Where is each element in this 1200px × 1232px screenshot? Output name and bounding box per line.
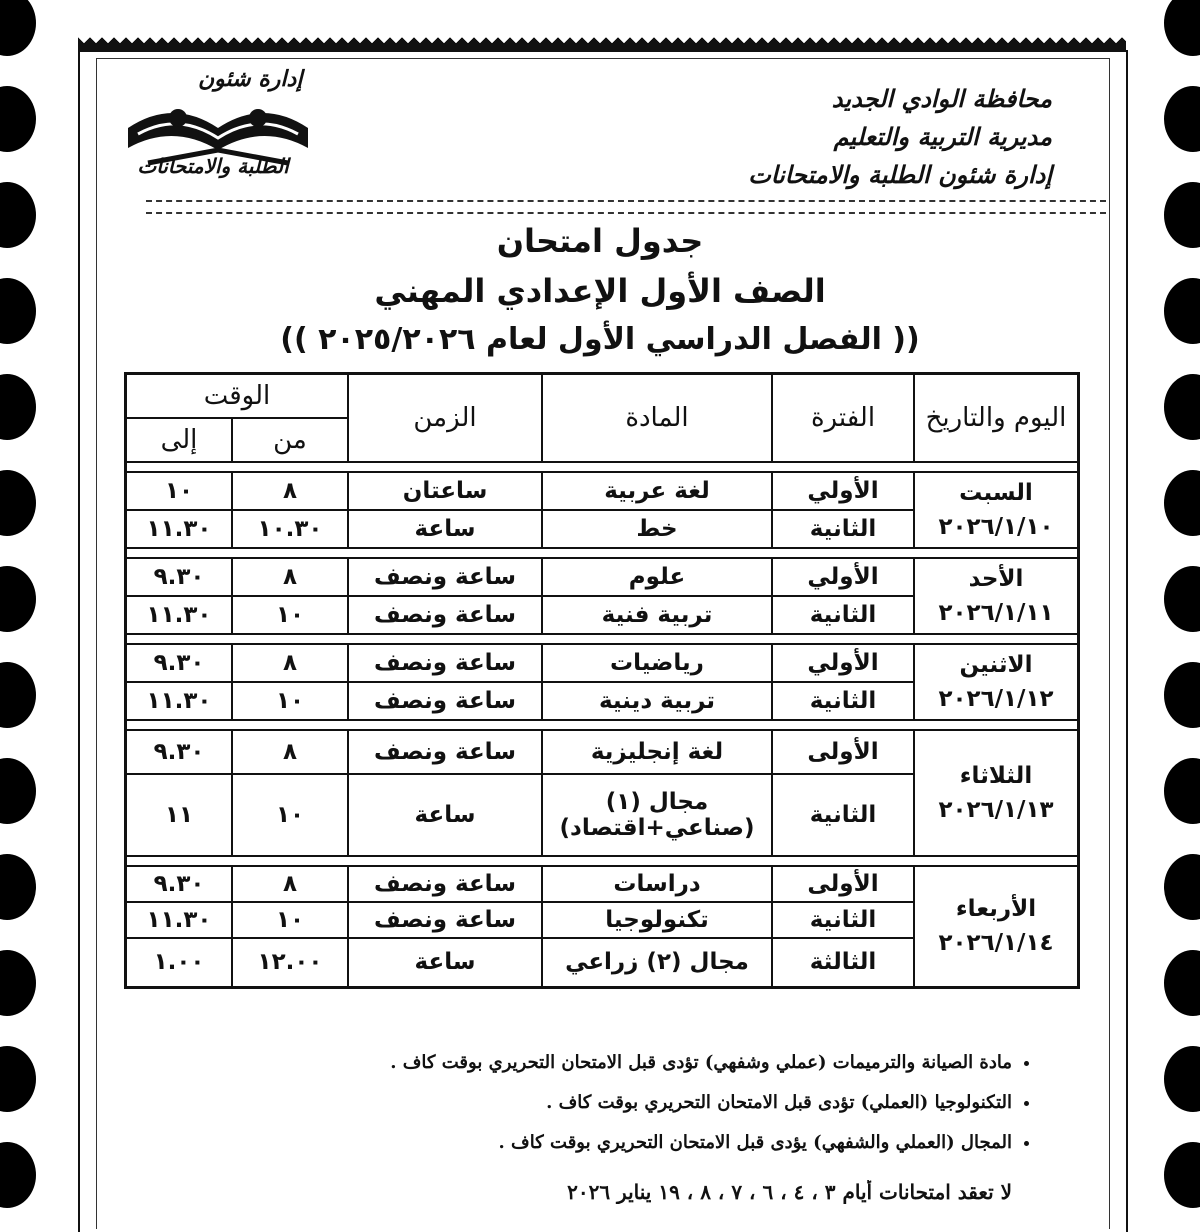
table-row [126,558,1079,596]
period-cell: الثانية [772,682,914,720]
border-circle [1164,374,1200,440]
to-cell: ١١.٣٠ [126,596,233,634]
duration-cell: ساعة [348,774,542,856]
border-circle [1164,854,1200,920]
day-date: ٢٠٢٦/١/١٤ [938,930,1054,957]
from-cell: ٨ [232,472,348,510]
doc-title: جدول امتحان [496,222,704,260]
day-name: السبت [959,479,1033,506]
border-circle [0,854,36,920]
duration-cell: ساعة ونصف [348,644,542,682]
day-name: الاثنين [959,651,1033,678]
table-row [126,730,1079,774]
header-from: من [232,418,348,462]
border-circle [0,1046,36,1112]
border-circle [0,0,36,56]
from-cell: ١٠ [232,682,348,720]
exam-schedule-table [124,372,1080,989]
to-cell: ١١.٣٠ [126,682,233,720]
border-circle [0,374,36,440]
border-circle [0,758,36,824]
day-cell [914,558,1079,634]
from-cell: ٨ [232,866,348,902]
from-cell: ٨ [232,644,348,682]
department-logo [118,66,318,186]
day-cell [914,472,1079,548]
day-name: الأحد [968,565,1024,592]
table-row [126,472,1079,510]
top-zigzag-border [78,36,1126,50]
table-row [126,644,1079,682]
duration-cell: ساعة [348,938,542,988]
note-item: • المجال (العملي والشفهي) يؤدى قبل الامتحان التحريري بوقت كاف . [140,1132,1012,1153]
subject-cell [542,774,772,856]
table-row [126,866,1079,902]
doc-term: (( الفصل الدراسي الأول لعام ٢٠٢٥/٢٠٢٦ )) [280,322,920,357]
border-circle [1164,0,1200,56]
border-circle [1164,470,1200,536]
period-cell: الأولى [772,730,914,774]
day-cell [914,644,1079,720]
border-circle [0,1142,36,1208]
border-circle [0,566,36,632]
border-circle [0,470,36,536]
duration-cell: ساعة ونصف [348,558,542,596]
duration-cell: ساعتان [348,472,542,510]
duration-cell: ساعة ونصف [348,682,542,720]
day-date: ٢٠٢٦/١/١١ [938,599,1054,626]
dashed-separator [146,200,1106,214]
subject-cell: دراسات [542,866,772,902]
duration-cell: ساعة ونصف [348,596,542,634]
border-circle [0,950,36,1016]
note-item: • التكنولوجيا (العملي) تؤدى قبل الامتحان التحريري بوقت كاف . [140,1092,1012,1113]
header-to: إلى [126,418,233,462]
header-time: الوقت [126,374,349,418]
note-item: • مادة الصيانة والترميمات (عملي وشفهي) تؤدى قبل الامتحان التحريري بوقت كاف . [140,1052,1012,1073]
logo-text-top: إدارة شئون [198,66,303,92]
day-date: ٢٠٢٦/١/١٢ [938,685,1054,712]
border-circle [1164,1046,1200,1112]
notes-block [140,1052,1040,1172]
to-cell: ٩.٣٠ [126,866,233,902]
border-circle [1164,86,1200,152]
subject-cell: علوم [542,558,772,596]
subject-cell: رياضيات [542,644,772,682]
day-name: الأربعاء [955,896,1037,923]
duration-cell: ساعة [348,510,542,548]
border-circle [1164,1142,1200,1208]
day-date: ٢٠٢٦/١/١٠ [938,513,1054,540]
from-cell: ١٠ [232,596,348,634]
duration-cell: ساعة ونصف [348,902,542,938]
subject-cell: خط [542,510,772,548]
border-circle [1164,662,1200,728]
to-cell: ١١.٣٠ [126,902,233,938]
header-period: الفترة [772,374,914,462]
header-duration: الزمن [348,374,542,462]
border-circle [0,662,36,728]
period-cell: الأولي [772,558,914,596]
no-exam-days-note: لا تعقد امتحانات أيام ٣ ، ٤ ، ٦ ، ٧ ، ٨ ، ١٩ يناير ٢٠٢٦ [567,1180,1012,1204]
period-cell: الثالثة [772,938,914,988]
to-cell: ٩.٣٠ [126,644,233,682]
notes-list [140,1052,1040,1153]
day-cell [914,866,1079,988]
from-cell: ١٠.٣٠ [232,510,348,548]
governorate: محافظة الوادي الجديد [831,84,1052,113]
period-cell: الأولي [772,472,914,510]
period-cell: الأولي [772,644,914,682]
border-circle [1164,950,1200,1016]
header-day: اليوم والتاريخ [914,374,1079,462]
subject-cell: لغة إنجليزية [542,730,772,774]
right-border-decoration [1140,0,1200,1218]
subject-cell: تكنولوجيا [542,902,772,938]
doc-grade: الصف الأول الإعدادي المهني [374,272,826,310]
left-border-decoration [0,0,60,1218]
border-circle [1164,566,1200,632]
day-date: ٢٠٢٦/١/١٣ [938,796,1054,823]
subject-line-2: (صناعي+اقتصاد) [559,814,755,841]
subject-line-1: مجال (١) [605,788,709,815]
border-circle [0,86,36,152]
logo-text-bottom: الطلبة والامتحانات [137,154,289,178]
duration-cell: ساعة ونصف [348,866,542,902]
to-cell: ١١ [126,774,233,856]
department: إدارة شئون الطلبة والامتحانات [748,160,1052,189]
to-cell: ٩.٣٠ [126,558,233,596]
from-cell: ٨ [232,558,348,596]
issuer-block [732,80,1052,194]
period-cell: الثانية [772,596,914,634]
period-cell: الثانية [772,510,914,548]
day-cell [914,730,1079,856]
directorate: مديرية التربية والتعليم [833,122,1052,151]
to-cell: ١.٠٠ [126,938,233,988]
to-cell: ١٠ [126,472,233,510]
border-circle [1164,758,1200,824]
from-cell: ٨ [232,730,348,774]
period-cell: الثانية [772,902,914,938]
from-cell: ١٢.٠٠ [232,938,348,988]
from-cell: ١٠ [232,902,348,938]
from-cell: ١٠ [232,774,348,856]
header-subject: المادة [542,374,772,462]
subject-cell: تربية فنية [542,596,772,634]
to-cell: ١١.٣٠ [126,510,233,548]
subject-cell: مجال (٢) زراعي [542,938,772,988]
to-cell: ٩.٣٠ [126,730,233,774]
subject-cell: تربية دينية [542,682,772,720]
subject-cell: لغة عربية [542,472,772,510]
duration-cell: ساعة ونصف [348,730,542,774]
period-cell: الثانية [772,774,914,856]
day-name: الثلاثاء [959,762,1033,789]
period-cell: الأولى [772,866,914,902]
